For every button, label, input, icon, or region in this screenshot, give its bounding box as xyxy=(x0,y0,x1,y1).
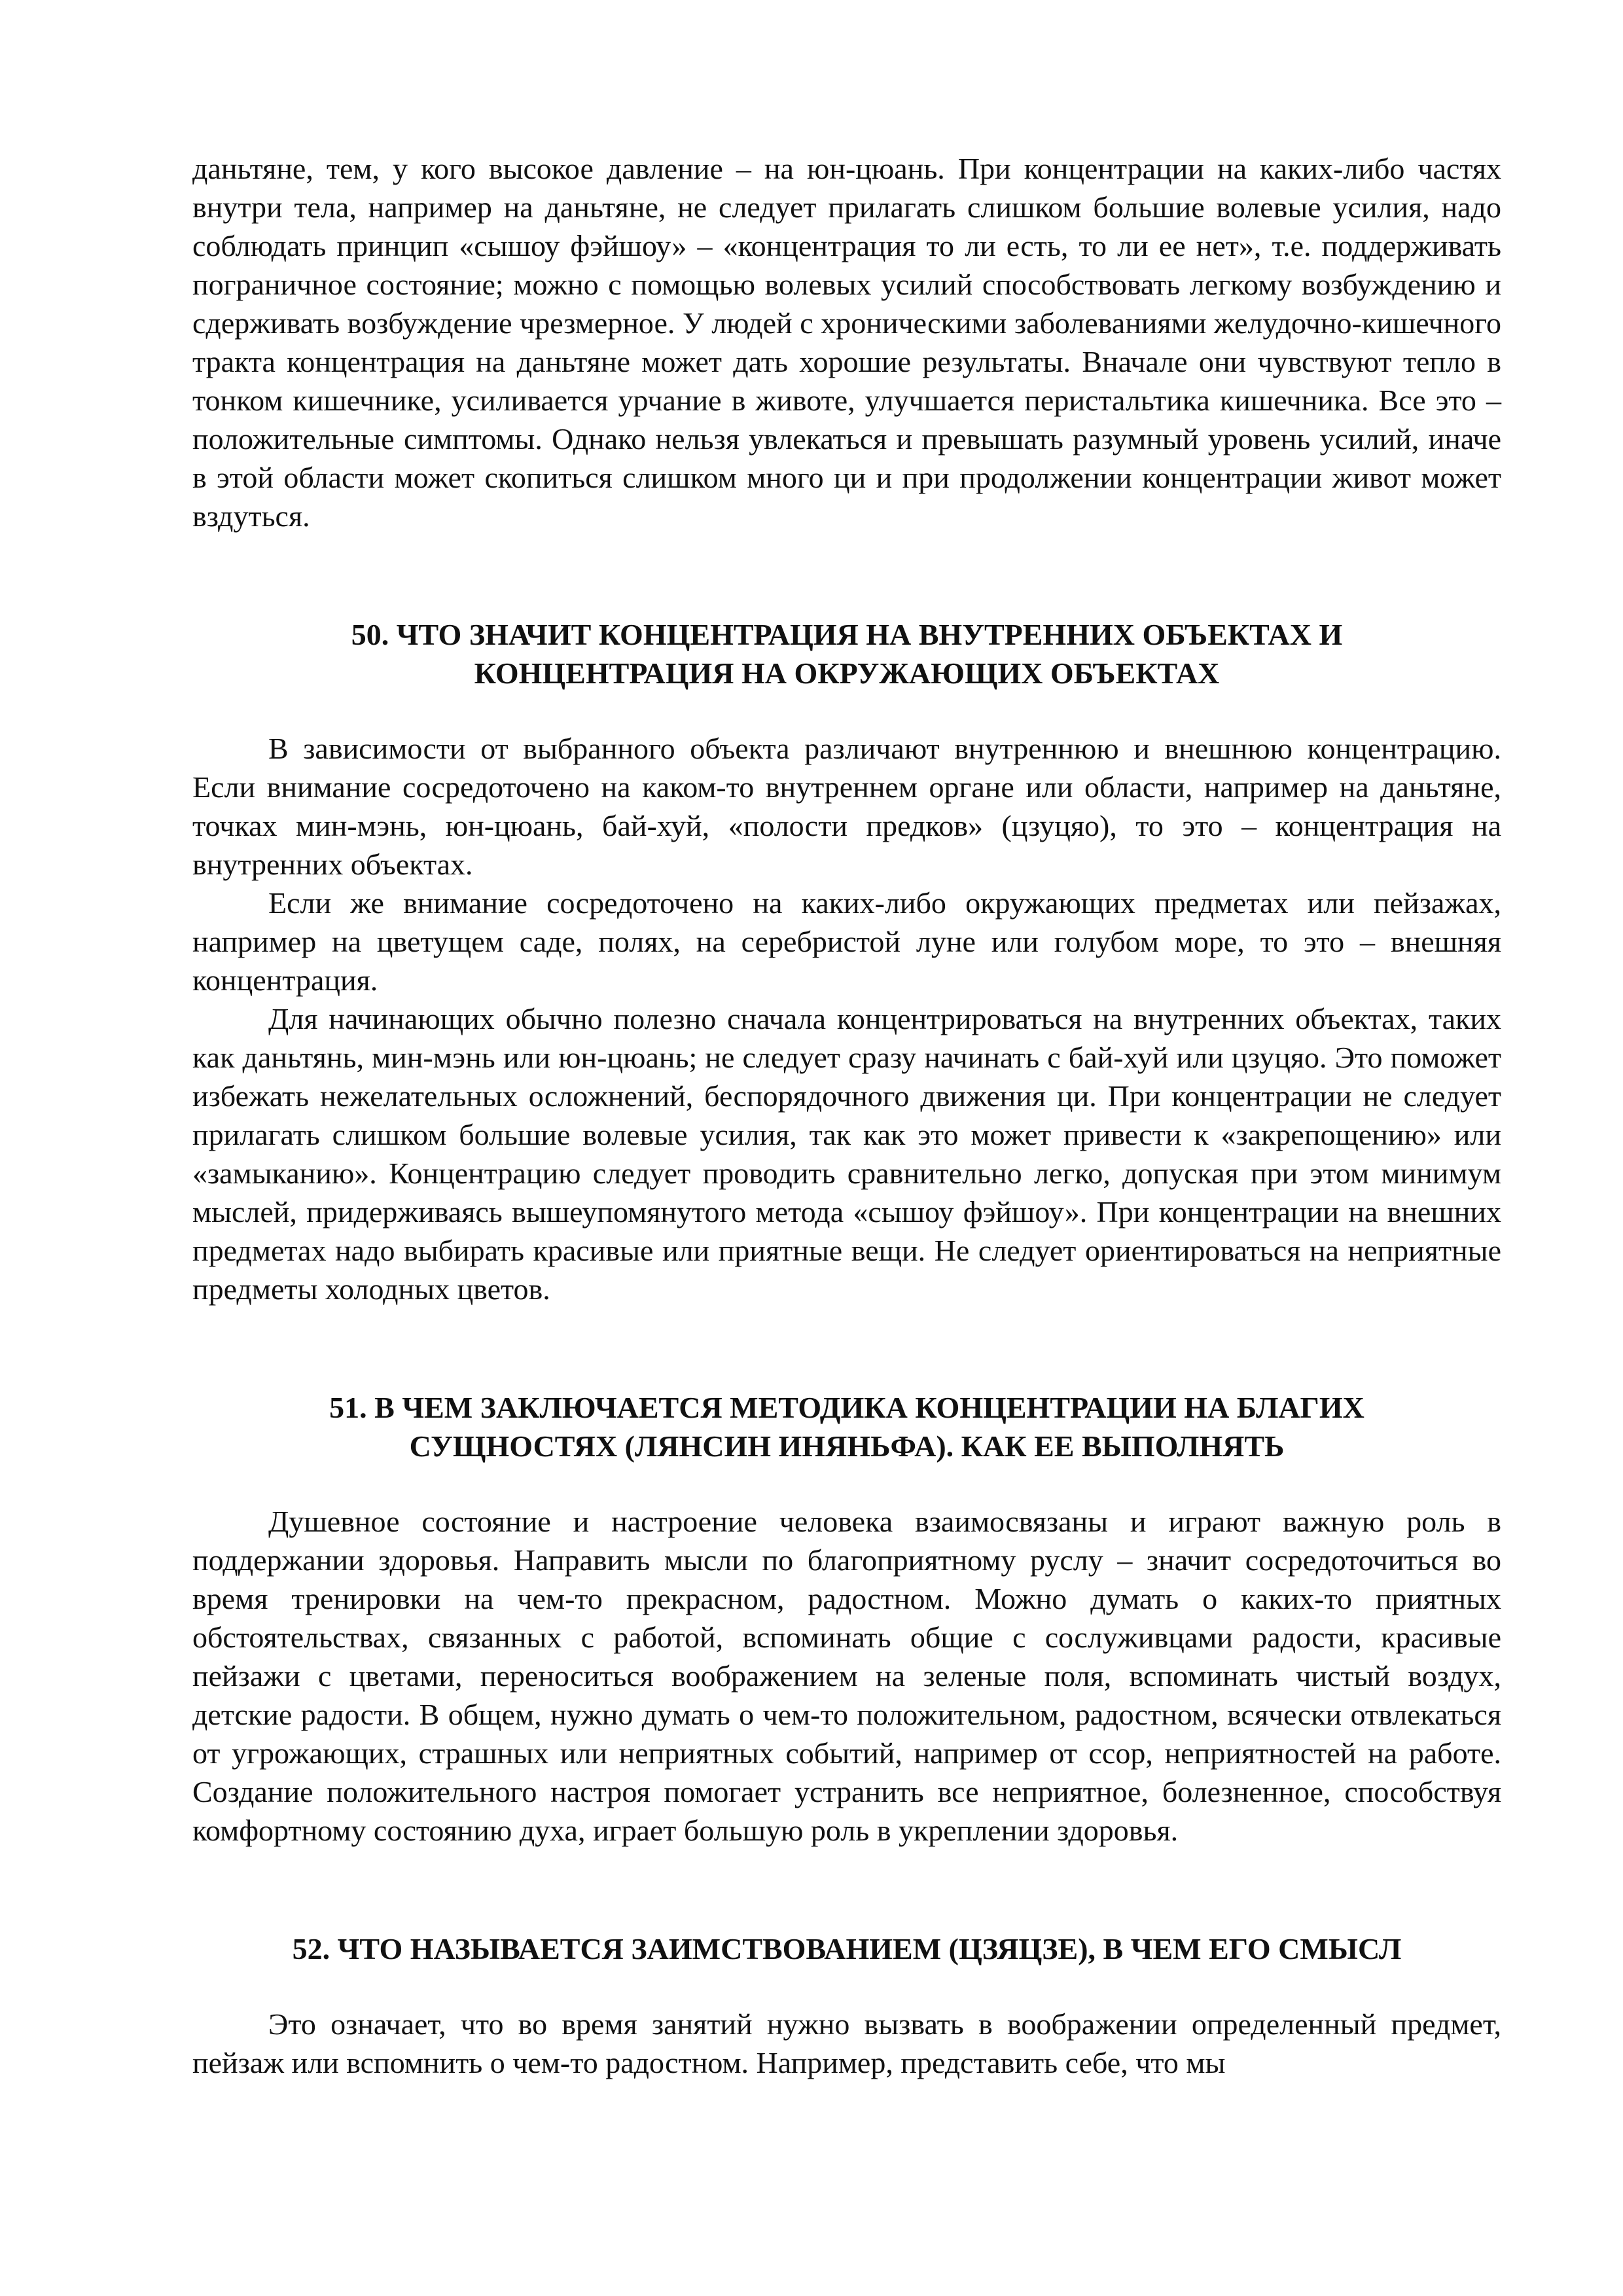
section-51-heading xyxy=(192,1388,1501,1465)
section-50-heading-line-2: КОНЦЕНТРАЦИЯ НА ОКРУЖАЮЩИХ ОБЪЕКТАХ xyxy=(474,656,1220,690)
section-51-heading-line-1: 51. В ЧЕМ ЗАКЛЮЧАЕТСЯ МЕТОДИКА КОНЦЕНТРАЦИИ НА БЛАГИХ xyxy=(329,1391,1364,1424)
section-51-paragraph-1: Душевное состояние и настроение человека взаимосвязаны и играют важную роль в поддержании здоровья. Направить мысли по благоприятному руслу – значит сосредоточиться во время тренировки на чем-то прекрасном, радостном. Можно думать о каких-то приятных обстоятельствах, связанных с работой, вспоминать общие с сослуживцами радости, красивые пейзажи с цветами, переноситься воображением на зеленые поля, вспоминать чистый воздух, детские радости. В общем, нужно думать о чем-то положительном, радостном, всячески отвлекаться от угрожающих, страшных или неприятных событий, например от ссор, неприятностей на работе. Создание положительного настроя помогает устранить все неприятное, болезненное, способствуя комфортному состоянию духа, играет большую роль в укреплении здоровья. xyxy=(192,1505,1501,1847)
section-52-heading: 52. ЧТО НАЗЫВАЕТСЯ ЗАИМСТВОВАНИЕМ (ЦЗЯЦЗЕ), В ЧЕМ ЕГО СМЫСЛ xyxy=(292,1932,1402,1965)
intro-paragraph: даньтяне, тем, у кого высокое давление – на юн-цюань. При концентрации на каких-либо частях внутри тела, например на даньтяне, не следует прилагать слишком большие волевые усилия, надо соблюдать принцип «сышоу фэйшоу» – «концентрация то ли есть, то ли ее нет», т.е. поддерживать пограничное состояние; можно с помощью волевых усилий способствовать легкому возбуждению и сдерживать возбуждение чрезмерное. У людей с хроническими заболеваниями желудочно-кишечного тракта концентрация на даньтяне может дать хорошие результаты. Вначале они чувствуют тепло в тонком кишечнике, усиливается урчание в животе, улучшается перистальтика кишечника. Все это – положительные симптомы. Однако нельзя увлекаться и превышать разумный уровень усилий, иначе в этой области может скопиться слишком много ци и при продолжении концентрации живот может вздуться. xyxy=(192,152,1501,533)
section-50-paragraph-2: Если же внимание сосредоточено на каких-либо окружающих предметах или пейзажах, например на цветущем саде, полях, на серебристой луне или голубом море, то это – внешняя концентрация. xyxy=(192,886,1501,997)
section-52-paragraph-1: Это означает, что во время занятий нужно вызвать в воображении определенный предмет, пейзаж или вспомнить о чем-то радостном. Например, представить себе, что мы xyxy=(192,2007,1501,2079)
section-50-heading xyxy=(192,615,1501,692)
section-50-paragraph-1: В зависимости от выбранного объекта различают внутреннюю и внешнюю концентрацию. Если внимание сосредоточено на каком-то внутреннем органе или области, например на даньтяне, точках мин-мэнь, юн-цюань, бай-хуй, «полости предков» (цзуцяо), то это – концентрация на внутренних объектах. xyxy=(192,732,1501,881)
section-50-paragraph-3: Для начинающих обычно полезно сначала концентрироваться на внутренних объектах, таких как даньтянь, мин-мэнь или юн-цюань; не следует сразу начинать с бай-хуй или цзуцяо. Это поможет избежать нежелательных осложнений, беспорядочного движения ци. При концентрации не следует прилагать слишком большие волевые усилия, так как это может привести к «закрепощению» или «замыканию». Концентрацию следует проводить сравнительно легко, допуская при этом минимум мыслей, придерживаясь вышеупомянутого метода «сышоу фэйшоу». При концентрации на внешних предметах надо выбирать красивые или приятные вещи. Не следует ориентироваться на неприятные предметы холодных цветов. xyxy=(192,1002,1501,1306)
document-page xyxy=(192,149,1501,2082)
section-51-heading-line-2: СУЩНОСТЯХ (ЛЯНСИН ИНЯНЬФА). КАК ЕЕ ВЫПОЛНЯТЬ xyxy=(409,1429,1285,1463)
section-50-heading-line-1: 50. ЧТО ЗНАЧИТ КОНЦЕНТРАЦИЯ НА ВНУТРЕННИХ ОБЪЕКТАХ И xyxy=(351,618,1343,651)
